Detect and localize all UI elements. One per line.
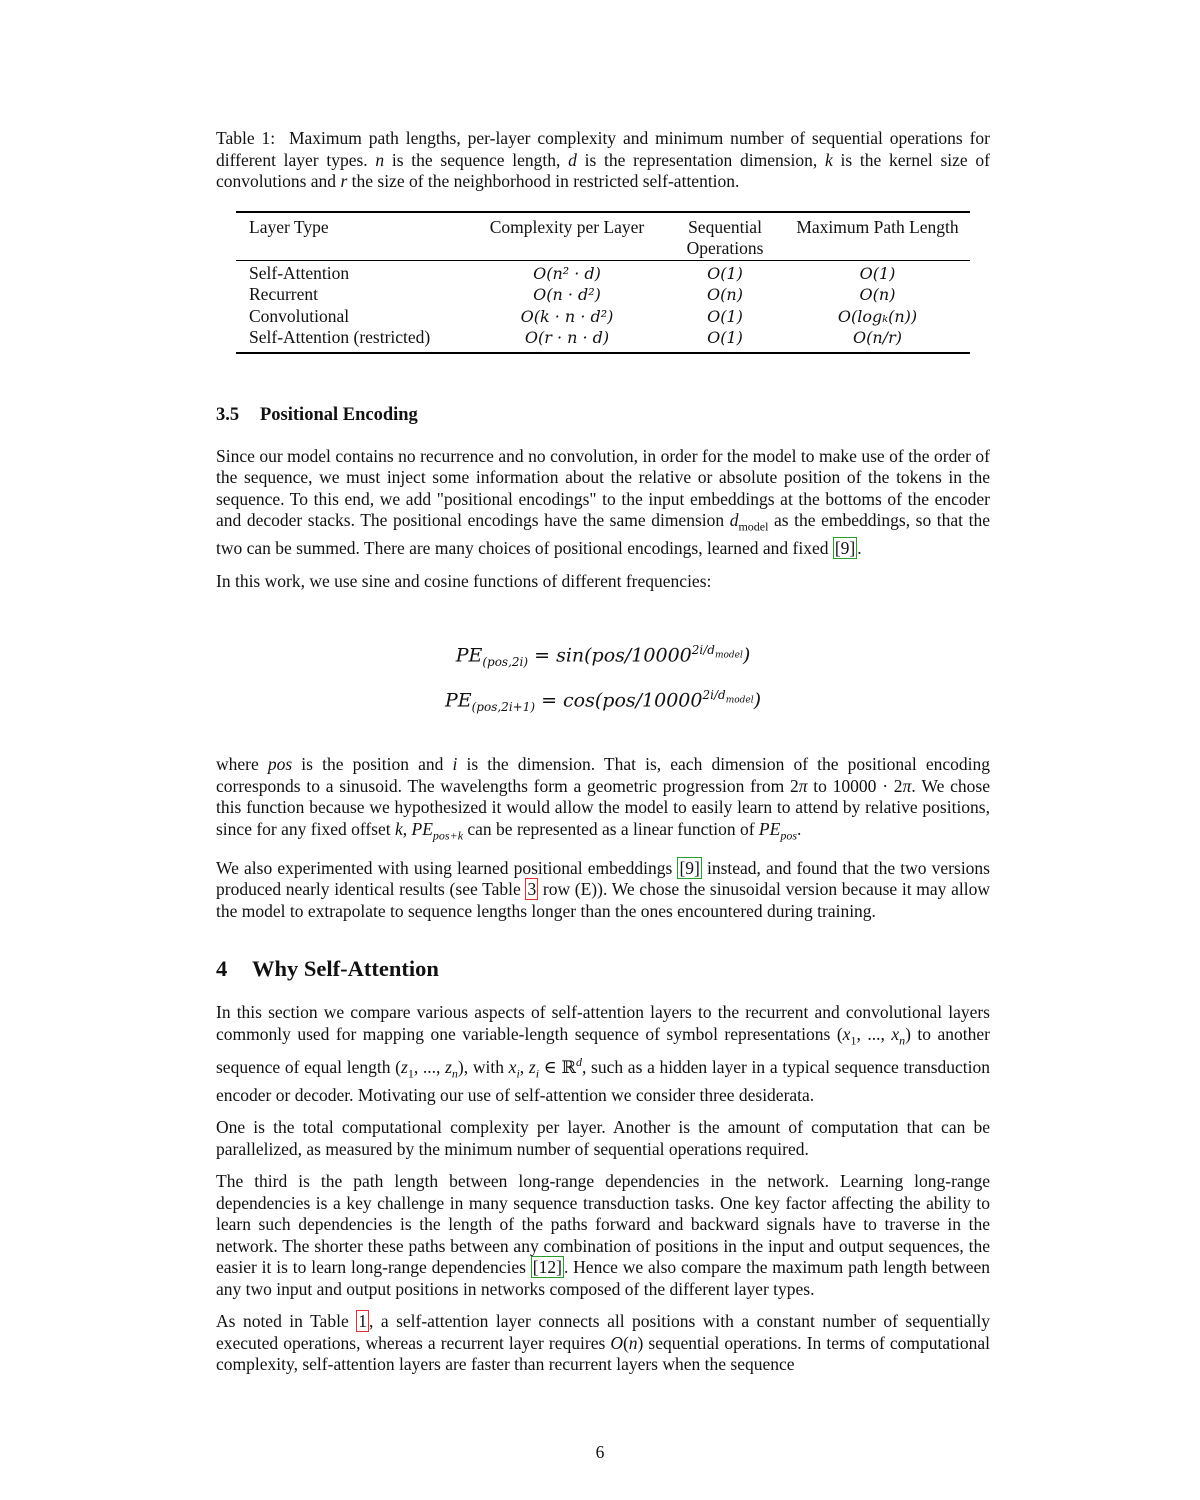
table-header-sequential: Sequential Operations (665, 212, 772, 261)
table-cell: O(n) (707, 285, 743, 304)
paragraph: In this work, we use sine and cosine functions of different frequencies: (216, 570, 712, 591)
table-header-layer-type: Layer Type (236, 212, 456, 261)
section-heading-3-5: 3.5 Positional Encoding (216, 404, 418, 425)
table-row (236, 260, 970, 284)
paragraph: We also experimented with using learned positional embeddings [9] instead, and found that the two versions produced nearly identical results (see Table 3 row (E)). We chose the sinusoidal version because it may allow the model to extrapolate to sequence lengths longer than the ones encountered during training. (216, 857, 990, 921)
paragraph: One is the total computational complexity per layer. Another is the amount of computation that can be parallelized, as measured by the minimum number of sequential operations required. (216, 1117, 990, 1159)
table-cell: O(1) (707, 328, 743, 347)
table-cell: O(1) (707, 306, 743, 326)
paragraph: where pos is the position and i is the dimension. That is, each dimension of the positional encoding corresponds to a sinusoid. The wavelengths form a geometric progression from 2π to 10000 · 2π. We chose this function because we hypothesized it would allow the model to easily learn to attend by relative positions, since for any fixed offset k, $PE_{pos+k}$ can be represented as a linear function of $PE_{pos}$. (216, 754, 990, 843)
table-cell: O(n · d²) (533, 285, 601, 304)
citation-link[interactable]: [12] (532, 1257, 562, 1278)
table-row (236, 284, 970, 306)
table-header-complexity: Complexity per Layer (456, 212, 665, 261)
paragraph: As noted in Table 1 , a self-attention layer connects all positions with a constant number of sequentially executed operations, whereas a recurrent layer requires O(n) sequential operations. In terms of computational complexity, self-attention layers are faster than recurrent layers when the sequence (216, 1311, 990, 1375)
section-heading-4: 4 Why Self-Attention (216, 956, 439, 982)
table-row (236, 306, 970, 328)
equation-block (216, 634, 990, 724)
table-cell: Convolutional (249, 305, 350, 326)
table-cell: O(r · n · d) (524, 328, 610, 347)
paragraph: Since our model contains no recurrence and no convolution, in order for the model to make use of the order of the sequence, we must inject some information about the relative or absolute position of the tokens in the sequence. To this end, we add "positional encodings" to the input embeddings at the bottoms of the encoder and decoder stacks. The positional encodings have the same dimension $d_{model}$ as the embeddings, so that the two can be summed. There are many choices of positional encodings, learned and fixed [9] . (216, 445, 990, 558)
page-body (216, 128, 990, 1376)
table-ref-link[interactable]: 3 (527, 879, 537, 900)
citation-link[interactable]: [9] (834, 538, 856, 558)
table-cell: Self-Attention (249, 262, 350, 283)
table-cell: O(1) (707, 263, 743, 283)
paragraph: The third is the path length between long-range dependencies in the network. Learning long-range dependencies is a key challenge in many sequence transduction tasks. One key factor affecting the ability to learn such dependencies is the length of the paths forward and backward signals have to traverse in the network. The shorter these paths between any combination of positions in the input and output sequences, the easier it is to learn long-range dependencies [12] . Hence we also compare the maximum path length between any two input and output positions in networks composed of the different layer types. (216, 1171, 990, 1299)
complexity-table (236, 211, 970, 354)
equation-sin: $PE_{(pos,2i)} = \sin(pos/10000^{2i/d_{model}})$ (455, 643, 751, 670)
table-cell: O(n/r) (853, 328, 902, 347)
table-ref-link[interactable]: 1 (358, 1311, 367, 1332)
table-cell: O(n² · d) (533, 263, 601, 283)
table-cell: O(logₖ(n)) (837, 306, 918, 326)
table-cell: Self-Attention (restricted) (249, 327, 431, 347)
page-number: 6 (595, 1442, 605, 1462)
table-cell: O(k · n · d²) (520, 306, 614, 326)
table-header-max-path: Maximum Path Length (772, 212, 970, 261)
table-cell: O(n) (859, 285, 896, 304)
equation-cos: $PE_{(pos,2i+1)} = \cos(pos/10000^{2i/d_{model}})$ (444, 688, 762, 715)
citation-link[interactable]: [9] (679, 857, 700, 878)
table-cell: Recurrent (249, 284, 318, 304)
table-caption: Table 1: Maximum path lengths, per-layer complexity and minimum number of sequential operations for different layer types. n is the sequence length, d is the representation dimension, k is the kernel size of convolutions and r the size of the neighborhood in restricted self-attention. (216, 128, 990, 191)
paragraph: In this section we compare various aspects of self-attention layers to the recurrent and convolutional layers commonly used for mapping one variable-length sequence of symbol representations ($x_1$, ..., $x_n$) to another sequence of equal length ($z_1$, ..., $z_n$), with $x_i$, $z_i$ ∈ ℝ$^d$, such as a hidden layer in a typical sequence transduction encoder or decoder. Motivating our use of self-attention we consider three desiderata. (216, 1002, 991, 1105)
table-cell: O(1) (859, 263, 896, 283)
table-row (236, 327, 970, 353)
